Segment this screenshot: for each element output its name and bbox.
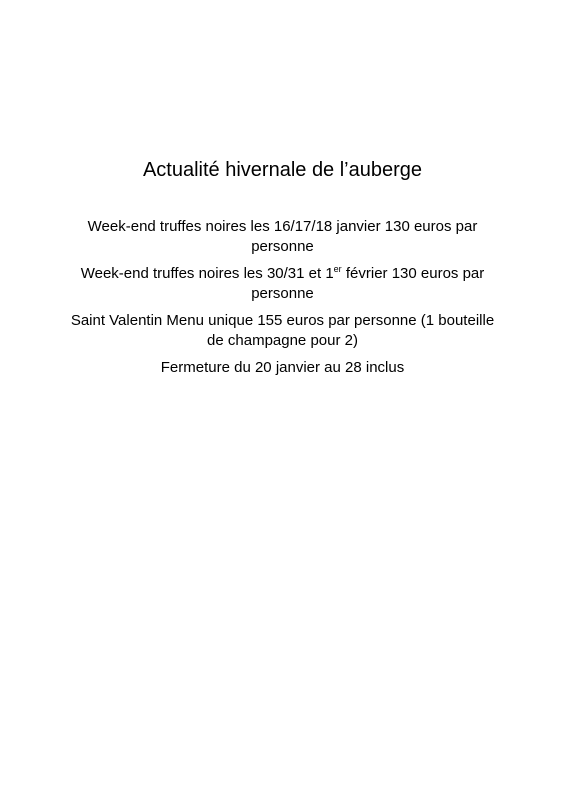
news-list bbox=[62, 217, 503, 385]
news-item-truffles-february bbox=[62, 264, 503, 304]
news-item-closure: Fermeture du 20 janvier au 28 inclus bbox=[160, 359, 405, 376]
news-item-valentine-menu: Saint Valentin Menu unique 155 euros par personne (1 bouteille de champagne pour 2) bbox=[70, 312, 495, 349]
news-item-truffles-february-start: Week-end truffes noires les 30/31 et 1 bbox=[80, 265, 334, 282]
news-item-truffles-february-end: février 130 euros par personne bbox=[251, 265, 485, 302]
news-item-truffles-january: Week-end truffes noires les 16/17/18 janvier 130 euros par personne bbox=[87, 218, 478, 255]
ordinal-superscript: er bbox=[333, 264, 342, 274]
document-title: Actualité hivernale de l’auberge bbox=[142, 159, 423, 181]
